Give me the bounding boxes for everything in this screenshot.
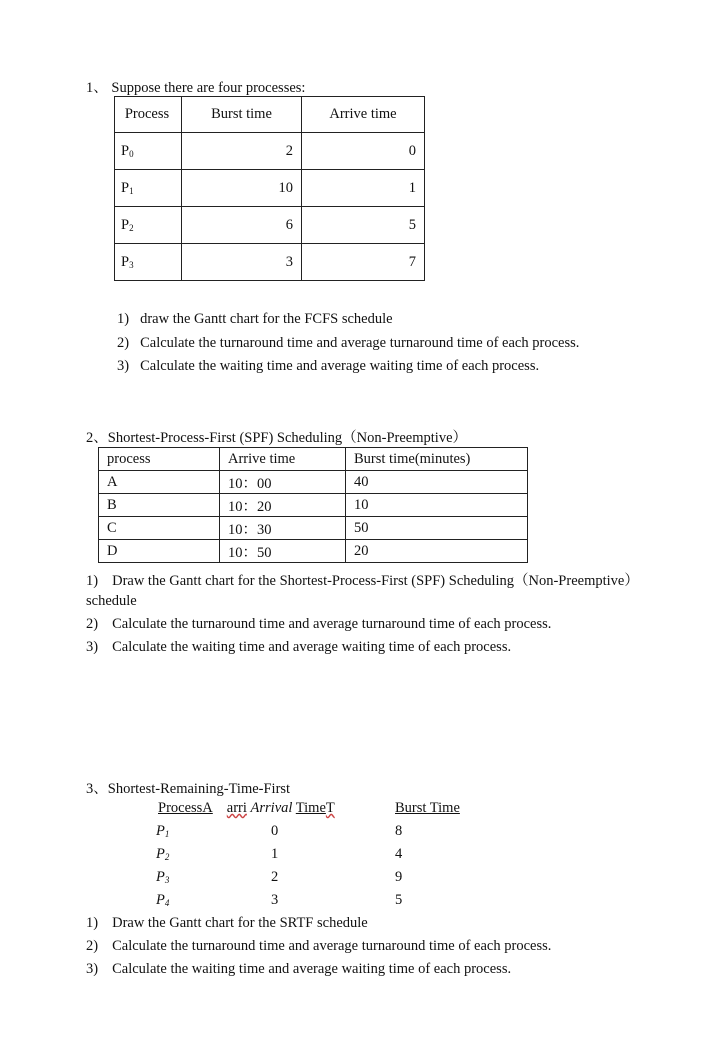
q2-burst-cell: 10 [346,494,528,517]
q1-process-cell: $P_0$ [115,133,182,170]
q1-burst-cell: 6 [182,207,302,244]
table-row [99,517,528,540]
q2-burst-cell: 40 [346,471,528,494]
q3-title: 3、Shortest-Remaining-Time-First [86,781,291,797]
table-row [99,471,528,494]
table-row [115,133,425,170]
q2-burst-cell: 50 [346,517,528,540]
q2-table-header [99,448,528,471]
q3-process-cell: $P_1$ [156,823,170,839]
q1-arrive-cell: 1 [302,170,425,207]
q1-arrive-cell: 0 [302,133,425,170]
q3-arrive-cell: 3 [271,892,279,908]
q3-header-process: ProcessA arri Arrival TimeT [158,800,335,816]
q3-burst-cell: 4 [395,846,403,862]
q1-table [114,96,425,281]
q1-task-2: 2) Calculate the turnaround time and average turnaround time of each process. [117,335,580,351]
q1-table-header [115,97,425,133]
q3-burst-cell: 9 [395,869,403,885]
q3-header-burst: Burst Time [395,800,460,816]
q2-header-process: process [99,448,220,471]
q3-task-1: 1) Draw the Gantt chart for the SRTF schedule [86,915,368,931]
q3-burst-cell: 8 [395,823,403,839]
q1-burst-cell: 3 [182,244,302,281]
q2-process-cell: B [99,494,220,517]
q1-process-cell: $P_1$ [115,170,182,207]
q2-header-arrive: Arrive time [220,448,346,471]
q3-task-3: 3) Calculate the waiting time and average waiting time of each process. [86,961,512,977]
q1-process-cell: $P_2$ [115,207,182,244]
q2-process-cell: C [99,517,220,540]
q3-task-2: 2) Calculate the turnaround time and average turnaround time of each process. [86,938,552,954]
q2-process-cell: A [99,471,220,494]
q1-task-1: 1) draw the Gantt chart for the FCFS schedule [117,311,393,327]
q2-arrive-cell: 10：00 [220,471,346,494]
table-row [99,540,528,563]
q3-process-cell: $P_3$ [156,869,170,885]
q2-task-3: 3) Calculate the waiting time and average waiting time of each process. [86,639,512,655]
q2-task-1-continued: schedule [86,593,137,609]
table-row [115,207,425,244]
table-row [115,170,425,207]
q3-burst-cell: 5 [395,892,403,908]
q1-header-process: Process [115,97,182,133]
q2-header-burst: Burst time(minutes) [346,448,528,471]
q2-arrive-cell: 10：30 [220,517,346,540]
q1-task-3: 3) Calculate the waiting time and average waiting time of each process. [117,358,540,374]
q1-burst-cell: 10 [182,170,302,207]
q2-task-1: 1) Draw the Gantt chart for the Shortest-Process-First (SPF) Scheduling（Non-Preemptive） [86,573,639,589]
q1-burst-cell: 2 [182,133,302,170]
table-row [115,244,425,281]
q1-process-cell: $P_3$ [115,244,182,281]
q3-process-cell: $P_4$ [156,892,170,908]
q2-process-cell: D [99,540,220,563]
table-row [99,494,528,517]
q2-arrive-cell: 10：20 [220,494,346,517]
q1-arrive-cell: 7 [302,244,425,281]
q2-table [98,447,528,563]
q1-header-burst: Burst time [182,97,302,133]
q2-arrive-cell: 10：50 [220,540,346,563]
q1-header-arrive: Arrive time [302,97,425,133]
q2-task-2: 2) Calculate the turnaround time and average turnaround time of each process. [86,616,552,632]
q3-arrive-cell: 0 [271,823,279,839]
q2-burst-cell: 20 [346,540,528,563]
q3-arrive-cell: 2 [271,869,279,885]
q1-arrive-cell: 5 [302,207,425,244]
q1-title: 1、 Suppose there are four processes: [86,80,306,96]
q3-arrive-cell: 1 [271,846,279,862]
q3-process-cell: $P_2$ [156,846,170,862]
q2-title: 2、Shortest-Process-First (SPF) Scheduling（Non-Preemptive） [86,430,468,446]
